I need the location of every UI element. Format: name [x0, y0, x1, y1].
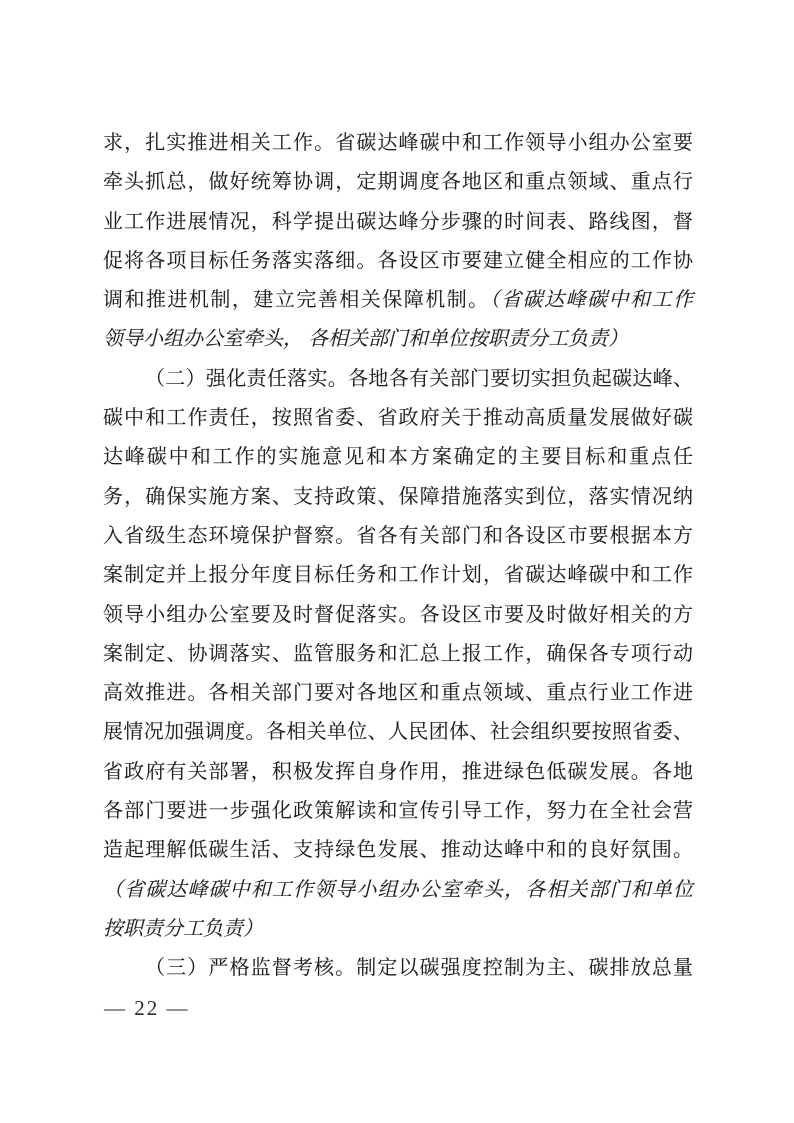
text-segment: 领导小组办公室要及时督促落实。各设区市要及时做好相关的方: [103, 603, 693, 626]
text-segment: 求，扎实推进相关工作。省碳达峰碳中和工作领导小组办公室要: [103, 132, 693, 154]
text-line: [103, 242, 693, 281]
text-line: [103, 281, 693, 320]
text-line: [103, 831, 693, 870]
text-segment: 案制定并上报分年度目标任务和工作计划，省碳达峰碳中和工作: [103, 564, 693, 587]
text-line: [103, 635, 693, 674]
text-line: [103, 399, 693, 438]
kaiti-text-segment: 领导小组办公室牵头， 各相关部门和单位按职责分工负责）: [103, 328, 628, 351]
text-line: [103, 203, 693, 242]
text-line: [103, 871, 693, 910]
text-segment: 各部门要进一步强化政策解读和宣传引导工作，努力在全社会营: [103, 800, 693, 823]
text-line: [103, 478, 693, 517]
text-segment: 入省级生态环境保护督察。省各有关部门和各设区市要根据本方: [103, 524, 693, 547]
text-line: [103, 596, 693, 635]
text-line: [103, 360, 693, 399]
text-line: [103, 674, 693, 713]
text-line: [103, 517, 693, 556]
text-segment: 促将各项目标任务落实落细。各设区市要建立健全相应的工作协: [103, 249, 693, 272]
text-segment: 高效推进。各相关部门要对各地区和重点领域、重点行业工作进: [103, 682, 693, 705]
page-number: — 22 —: [104, 996, 190, 1020]
kaiti-text-segment: 按职责分工负责）: [103, 917, 263, 940]
text-segment: 案制定、协调落实、监管服务和汇总上报工作，确保各专项行动: [103, 642, 693, 665]
text-line: [103, 753, 693, 792]
text-line: [103, 910, 693, 949]
text-segment: 造起理解低碳生活、支持绿色发展、推动达峰中和的良好氛围。: [103, 839, 693, 862]
text-segment: （二）强化责任落实。各地各有关部门要切实担负起碳达峰、: [145, 367, 693, 390]
text-segment: 调和推进机制，建立完善相关保障机制。: [103, 289, 490, 312]
text-line: [103, 124, 693, 163]
document-body: [103, 124, 693, 989]
text-segment: 省政府有关部署，积极发挥自身作用，推进绿色低碳发展。各地: [103, 760, 693, 783]
text-line: [103, 163, 693, 202]
text-segment: 务，确保实施方案、支持政策、保障措施落实到位，落实情况纳: [103, 485, 693, 508]
kaiti-text-segment: （省碳达峰碳中和工作: [489, 289, 694, 312]
text-segment: 达峰碳中和工作的实施意见和本方案确定的主要目标和重点任: [103, 446, 693, 469]
text-segment: 展情况加强调度。各相关单位、人民团体、社会组织要按照省委、: [103, 721, 693, 744]
text-line: [103, 713, 693, 752]
text-segment: 业工作进展情况，科学提出碳达峰分步骤的时间表、路线图，督: [103, 210, 693, 233]
text-line: [103, 556, 693, 595]
text-segment: 牵头抓总，做好统筹协调，定期调度各地区和重点领域、重点行: [103, 171, 693, 194]
kaiti-text-segment: （省碳达峰碳中和工作领导小组办公室牵头，各相关部门和单位: [103, 878, 693, 901]
text-line: [103, 320, 693, 359]
text-line: [103, 438, 693, 477]
text-segment: 碳中和工作责任，按照省委、省政府关于推动高质量发展做好碳: [103, 407, 693, 430]
text-line: [103, 792, 693, 831]
text-line: [103, 949, 693, 988]
text-segment: （三）严格监督考核。制定以碳强度控制为主、碳排放总量: [145, 957, 693, 980]
